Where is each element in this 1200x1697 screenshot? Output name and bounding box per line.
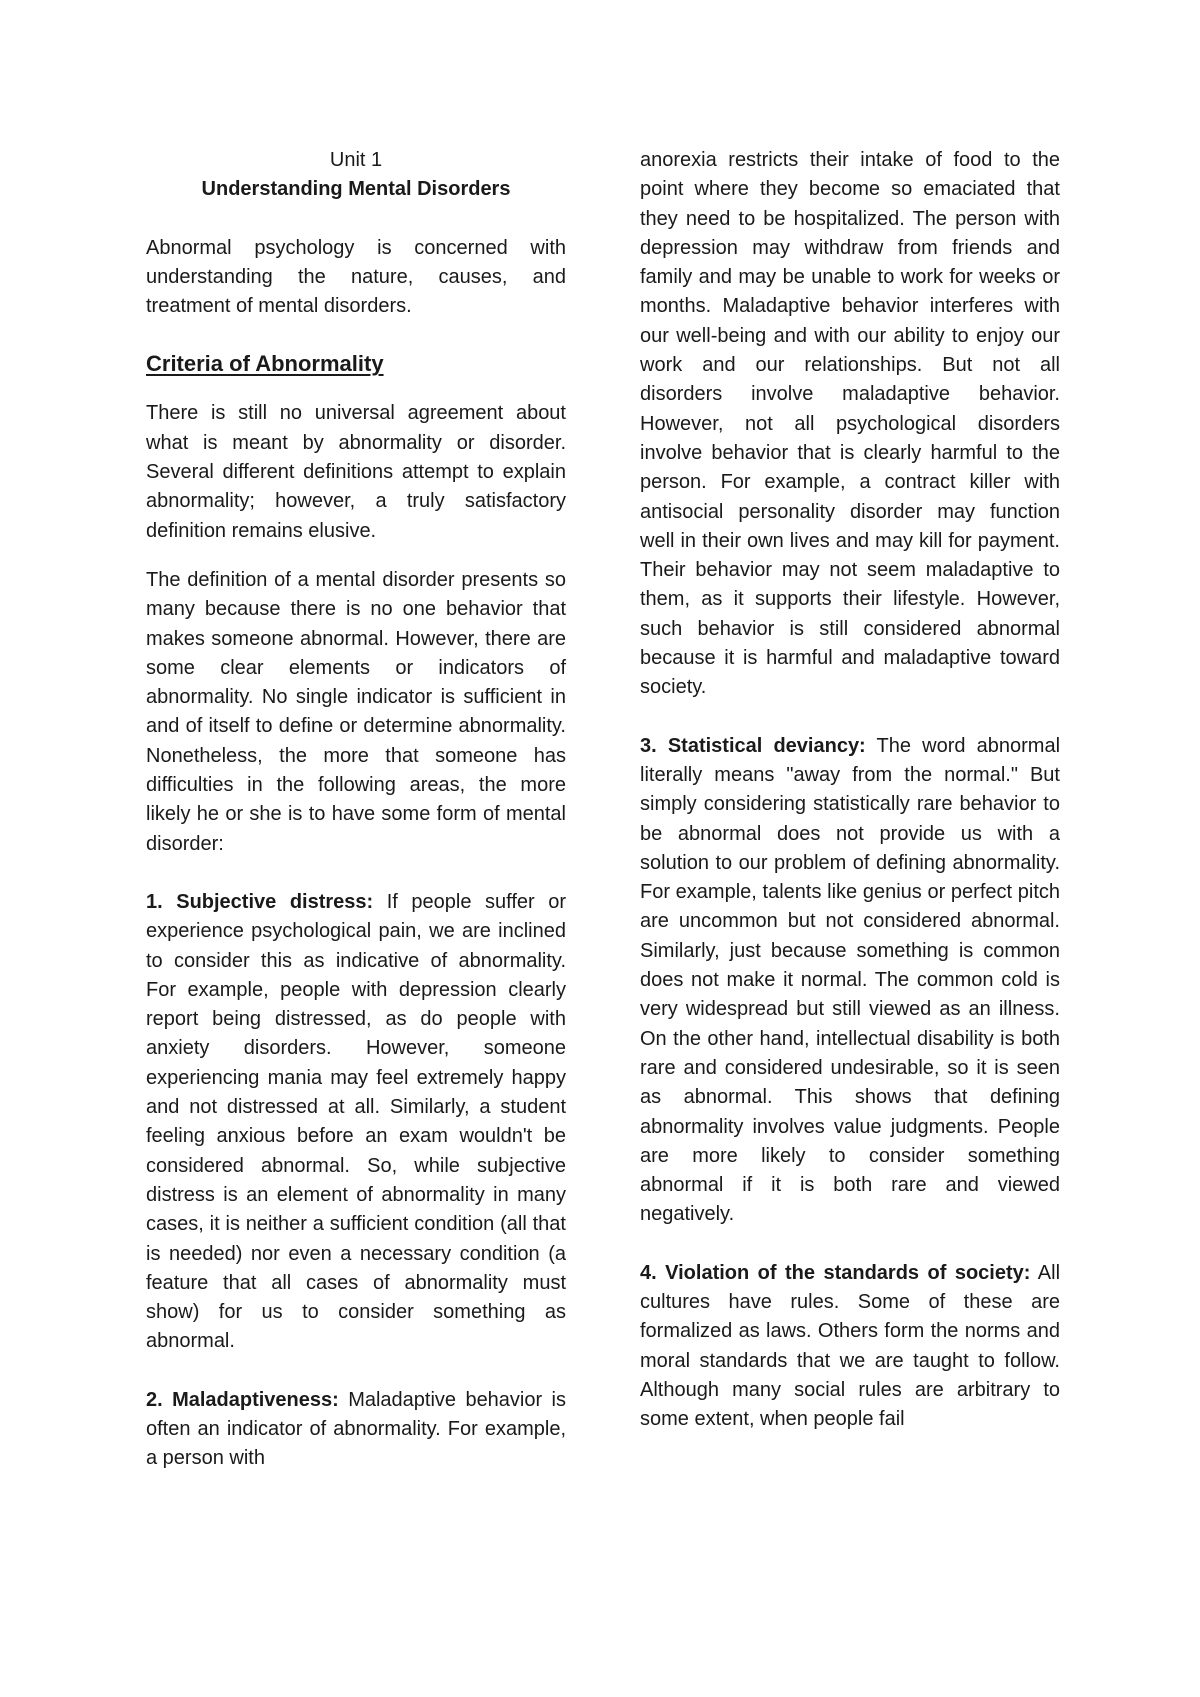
criterion-1-label: 1. Subjective distress: xyxy=(146,890,374,913)
criterion-3-label: 3. Statistical deviancy: xyxy=(640,734,866,757)
criterion-3-text: The word abnormal literally means "away from the normal." But simply considering statistically rare behavior to be abnormal does not provide us with a solution to our problem of defining abnormality. For example, talents like genius or perfect pitch are uncommon but not considered abnormal. Similarly, just because something is common does not make it normal. The common cold is very widespread but still viewed as an illness. On the other hand, intellectual disability is both rare and considered undesirable, so it is seen as abnormal. This shows that defining abnormality involves value judgments. People are more likely to consider something abnormal if it is both rare and viewed negatively. xyxy=(640,734,1061,1226)
criterion-1-text: If people suffer or experience psychological pain, we are inclined to consider this as indicative of abnormality. For example, people with depression clearly report being distressed, as do people with anxiety disorders. However, someone experiencing mania may feel extremely happy and not distressed at all. Similarly, a student feeling anxious before an exam wouldn't be considered abnormal. So, while subjective distress is an element of abnormality in many cases, it is neither a sufficient condition (all that is needed) nor even a necessary condition (a feature that all cases of abnormality must show) for us to consider something as abnormal. xyxy=(146,890,566,1353)
intro-paragraph: Abnormal psychology is concerned with understanding the nature, causes, and treatment of mental disorders. xyxy=(146,236,566,318)
criterion-3 xyxy=(640,732,1060,1230)
left-column xyxy=(146,146,566,1474)
criterion-4-label: 4. Violation of the standards of society: xyxy=(640,1261,1031,1284)
section-paragraph-1: There is still no universal agreement about what is meant by abnormality or disorder. Several different definitions attempt to explain abnormality; however, a truly satisfactory definition remains elusive. xyxy=(146,402,566,542)
section-heading: Criteria of Abnormality xyxy=(146,351,384,377)
right-column xyxy=(640,146,1060,1434)
criterion-2-label: 2. Maladaptiveness: xyxy=(146,1388,339,1411)
unit-label: Unit 1 xyxy=(329,149,383,171)
criterion-1 xyxy=(146,888,566,1357)
document-title: Understanding Mental Disorders xyxy=(201,178,511,201)
criterion-4-text: All cultures have rules. Some of these are formalized as laws. Others form the norms and moral standards that we are taught to follow. Although many social rules are arbitrary to some extent, when people fail xyxy=(640,1261,1061,1431)
criterion-2-continued: anorexia restricts their intake of food to the point where they become so emaciated that they need to be hospitalized. The person with depression may withdraw from friends and family and may be unable to work for weeks or months. Maladaptive behavior interferes with our well-being and with our ability to enjoy our work and our relationships. But not all disorders involve maladaptive behavior. However, not all psychological disorders involve behavior that is clearly harmful to the person. For example, a contract killer with antisocial personality disorder may function well in their own lives and may kill for payment. Their behavior may not seem maladaptive to them, as it supports their lifestyle. However, such behavior is still considered abnormal because it is harmful and maladaptive toward society. xyxy=(640,149,1060,699)
criterion-2 xyxy=(146,1386,566,1474)
criterion-2-text: Maladaptive behavior is often an indicator of abnormality. For example, a person with xyxy=(146,1388,566,1470)
criterion-4 xyxy=(640,1259,1060,1435)
section-paragraph-2: The definition of a mental disorder presents so many because there is no one behavior that makes someone abnormal. However, there are some clear elements or indicators of abnormality. No single indicator is sufficient in and of itself to define or determine abnormality. Nonetheless, the more that someone has difficulties in the following areas, the more likely he or she is to have some form of mental disorder: xyxy=(146,568,566,855)
